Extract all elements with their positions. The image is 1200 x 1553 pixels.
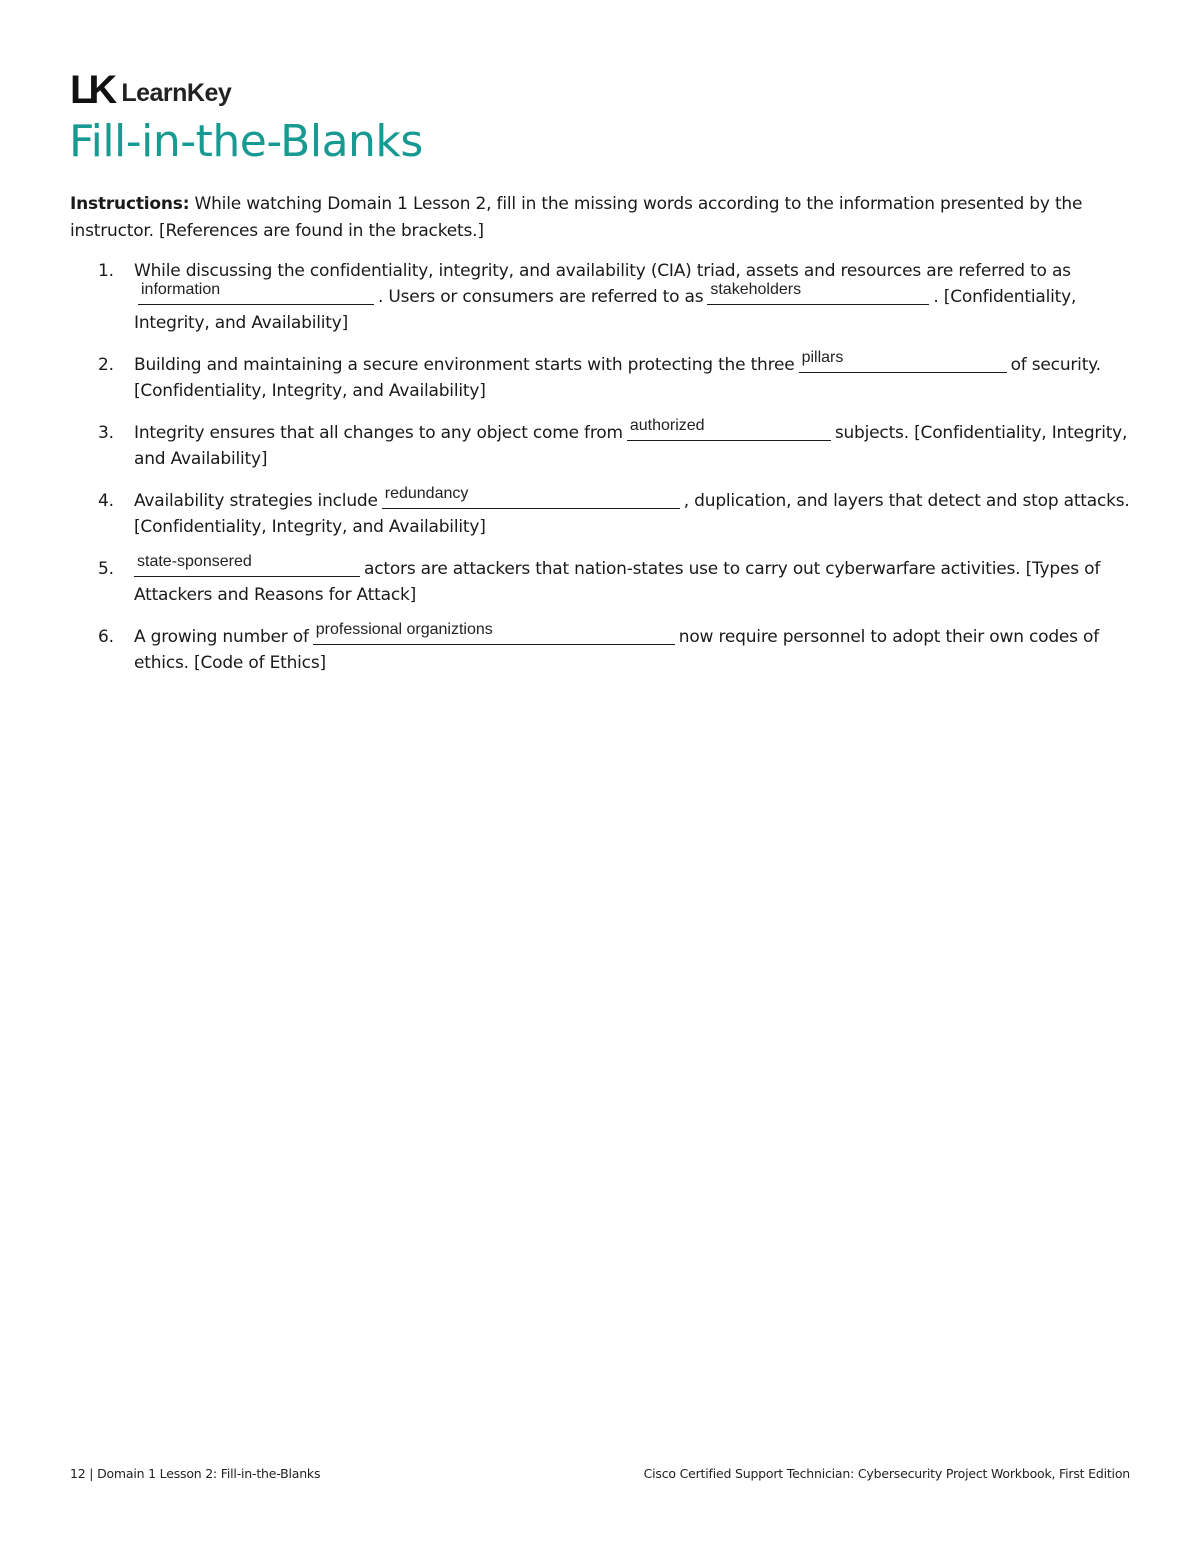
answer-blank-professional-organiztions[interactable] [313, 621, 675, 645]
question-text: now require personnel to adopt their own codes of ethics. [Code of Ethics] [134, 627, 1100, 673]
question-text: . Users or consumers are referred to as [378, 287, 704, 307]
answer-text: professional organiztions [315, 621, 493, 638]
question-text: While discussing the confidentiality, integrity, and availability (CIA) triad, assets and resources are referred to as [134, 261, 1071, 281]
question-number: 6. [98, 627, 114, 647]
answer-blank-authorized[interactable] [627, 417, 831, 441]
logo-mark: LK [70, 68, 112, 112]
question-number: 2. [98, 355, 114, 375]
question-2 [70, 349, 1134, 404]
question-text: A growing number of [134, 627, 309, 647]
answer-text: pillars [801, 349, 844, 366]
question-text: Availability strategies include [134, 491, 378, 511]
question-text: Building and maintaining a secure environment starts with protecting the three [134, 355, 795, 375]
answer-blank-redundancy[interactable] [382, 485, 680, 509]
answer-text: stakeholders [710, 281, 802, 298]
logo-name: LearnKey [121, 78, 232, 107]
question-text: actors are attackers that nation-states use to carry out cyberwarfare activities. [Types of Attackers and Reasons for Attack] [134, 559, 1101, 605]
question-list [70, 258, 1134, 692]
question-text: Integrity ensures that all changes to any object come from [134, 423, 623, 443]
question-5 [70, 553, 1134, 608]
question-text: of security. [Confidentiality, Integrity, and Availability] [134, 355, 1101, 401]
question-6 [70, 621, 1134, 676]
question-1 [70, 258, 1134, 336]
answer-blank-stakeholders[interactable] [707, 281, 929, 305]
instructions [70, 191, 1132, 245]
answer-text: authorized [629, 417, 705, 434]
learnkey-logo [70, 70, 231, 110]
answer-text: redundancy [384, 485, 469, 502]
question-number: 4. [98, 491, 114, 511]
answer-text: state-sponsered [137, 553, 252, 570]
instructions-text: While watching Domain 1 Lesson 2, fill in the missing words according to the information presented by the instructor. [References are found in the brackets.] [70, 194, 1083, 241]
page-title: Fill-in-the-Blanks [69, 116, 423, 167]
question-text: . [Confidentiality, Integrity, and Availability] [134, 287, 1077, 333]
footer-page-info: 12 | Domain 1 Lesson 2: Fill-in-the-Blanks [70, 1466, 321, 1481]
question-number: 1. [98, 261, 114, 281]
question-number: 5. [98, 559, 114, 579]
question-3 [70, 417, 1134, 472]
question-text: , duplication, and layers that detect and stop attacks. [Confidentiality, Integrity, and Availability] [134, 491, 1130, 537]
answer-text: information [141, 281, 221, 298]
instructions-label: Instructions: [70, 194, 190, 214]
answer-blank-information[interactable] [138, 281, 374, 305]
answer-blank-pillars[interactable] [799, 349, 1007, 373]
question-text: subjects. [Confidentiality, Integrity, and Availability] [134, 423, 1128, 469]
footer-book-title: Cisco Certified Support Technician: Cybersecurity Project Workbook, First Edition [643, 1466, 1130, 1481]
answer-blank-state-sponsered[interactable] [134, 553, 360, 577]
question-4 [70, 485, 1134, 540]
question-number: 3. [98, 423, 114, 443]
